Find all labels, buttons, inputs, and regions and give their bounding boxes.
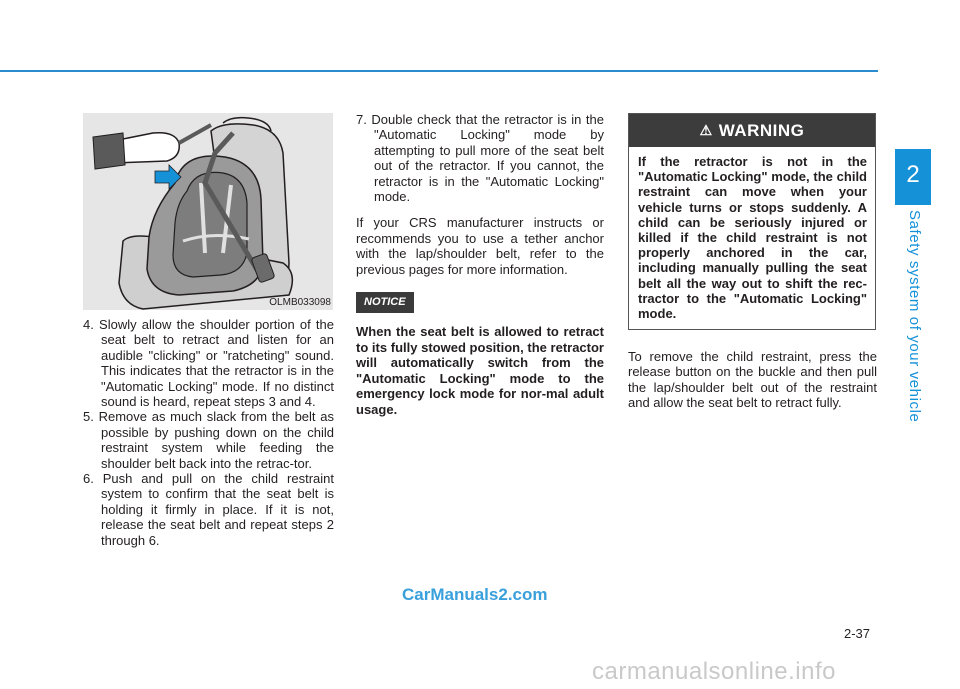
warning-triangle-icon: ⚠	[699, 122, 713, 138]
page-number: 2-37	[844, 626, 871, 641]
column-middle	[356, 112, 604, 417]
notice-label: NOTICE	[356, 292, 414, 313]
warning-text: If the retractor is not in the "Automatic Locking" mode, the child restraint can move when your vehicle turns or stops suddenly. A child can be seriously injured or killed if the child restraint is not properly anchored in the car, including manually pulling the seat belt all the way out to shift the rec-tractor to the "Automatic Locking" mode.	[638, 154, 867, 322]
figure-code: OLMB033098	[269, 297, 331, 308]
step-6: 6. Push and pull on the child restraint system to confirm that the seat belt is holding it firmly in place. If it is not, release the seat belt and repeat steps 2 through 6.	[83, 471, 334, 548]
column-left	[83, 317, 334, 548]
chapter-title-text: Safety system of your vehicle	[906, 210, 923, 423]
chapter-title	[901, 210, 925, 423]
watermark-carmanualsonline: carmanualsonline.info	[592, 658, 836, 685]
child-seat-drawing	[83, 113, 333, 310]
remove-restraint-paragraph: To remove the child restraint, press the release button on the buckle and then pull the lap/shoulder belt out of the restraint and allow the seat belt to retract fully.	[628, 349, 877, 411]
chapter-number: 2	[906, 161, 920, 188]
step-4: 4. Slowly allow the shoulder portion of the seat belt to retract and listen for an audible "clicking" or "ratcheting" sound. This indicates that the retractor is in the "Automatic Locking" mode. If no distinct sound is heard, repeat steps 3 and 4.	[83, 317, 334, 410]
warning-title: WARNING	[718, 120, 805, 140]
header-rule	[0, 70, 878, 72]
notice-text: When the seat belt is allowed to retract to its fully stowed position, the retractor will automatically switch from the "Automatic Locking" mode to the emergency lock mode for nor-mal adult usage.	[356, 324, 604, 417]
warning-header	[629, 114, 875, 147]
step-7: 7. Double check that the retractor is in the "Automatic Locking" mode by attempting to pull more of the seat belt out of the retractor. If you cannot, the retractor is in the "Automatic Locking" mode.	[356, 112, 604, 205]
watermark-carmanuals2[interactable]: CarManuals2.com	[402, 585, 548, 604]
column-right	[628, 349, 877, 411]
step-5: 5. Remove as much slack from the belt as possible by pushing down on the child restraint system while feeding the shoulder belt back into the retrac-tor.	[83, 409, 334, 471]
warning-box	[628, 113, 876, 330]
child-seat-illustration	[83, 113, 333, 310]
tether-paragraph: If your CRS manufacturer instructs or recommends you to use a tether anchor with the lap/shoulder belt, refer to the previous pages for more information.	[356, 215, 604, 277]
